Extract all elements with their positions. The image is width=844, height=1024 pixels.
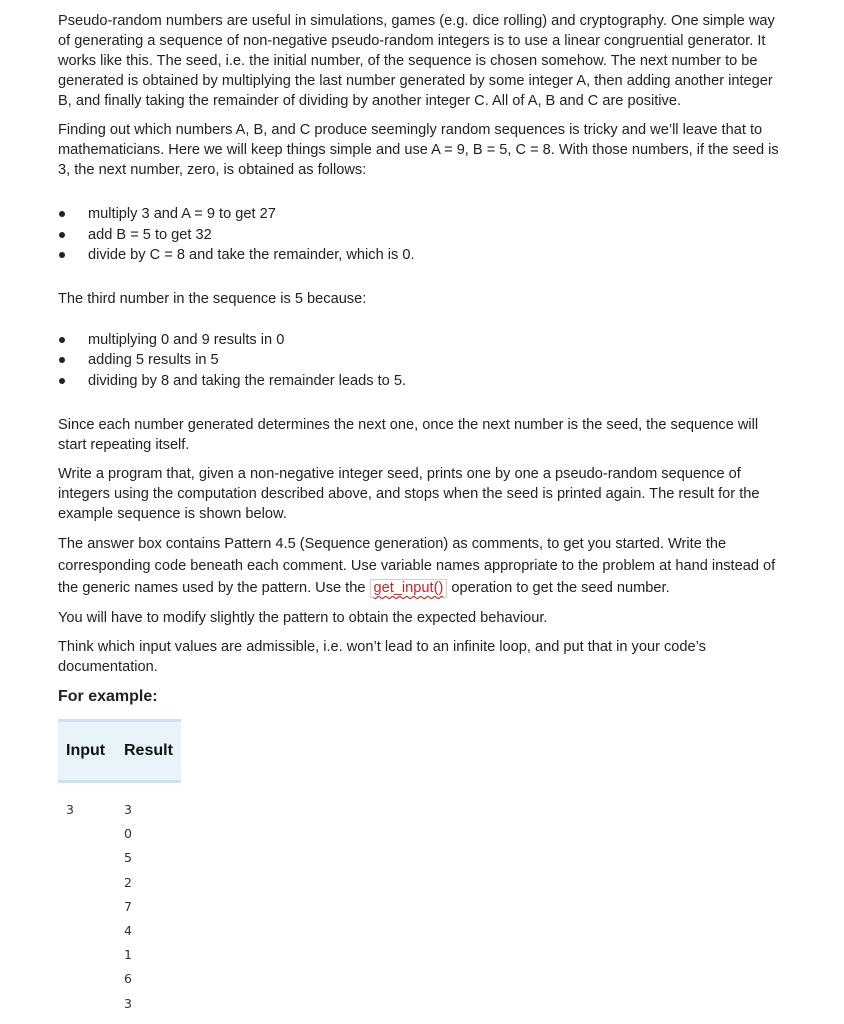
first-steps-list — [58, 204, 788, 266]
answer-box-paragraph — [58, 533, 788, 599]
task-paragraph: Write a program that, given a non-negative integer seed, prints one by one a pseudo-random sequence of integers using the computation described above, and stops when the seed is printed again. The result for the example sequence is shown below. — [58, 466, 760, 522]
abc-paragraph: Finding out which numbers A, B, and C produce seemingly random sequences is tricky and we’ll leave that to mathematicians. Here we will keep things simple and use A = 9, B = 5, C = 8. With those numbers, if the seed is 3, the next number, zero, is obtained as follows: — [58, 122, 779, 178]
result-value: 1 — [124, 947, 132, 963]
admissible-paragraph: Think which input values are admissible, i.e. won’t lead to an infinite loop, and put that in your code’s documentation. — [58, 639, 706, 675]
list-item: adding 5 results in 5 — [58, 350, 788, 371]
result-value: 4 — [124, 922, 132, 938]
third-number-paragraph: The third number in the sequence is 5 because: — [58, 290, 367, 307]
intro-paragraph: Pseudo-random numbers are useful in simulations, games (e.g. dice rolling) and cryptography. One simple way of generating a sequence of non-negative pseudo-random integers is to use a linear congruential generator. It works like this. The seed, i.e. the initial number, of the sequence is chosen somehow. The next number to be generated is obtained by multiplying the last number generated by some integer A, then adding another integer B, and finally taking the remainder of dividing by another integer C. All of A, B and C are positive. — [58, 13, 775, 109]
list-item: multiplying 0 and 9 results in 0 — [58, 330, 788, 351]
example-table — [58, 719, 181, 1016]
list-item: add B = 5 to get 32 — [58, 225, 788, 246]
result-value: 6 — [124, 971, 132, 987]
get-input-code: get_input() — [370, 579, 448, 598]
list-item: dividing by 8 and taking the remainder leads to 5. — [58, 371, 788, 392]
input-cell — [58, 782, 116, 1016]
answer-text-before: The answer box contains Pattern 4.5 (Sequence generation) as comments, to get you started. Write the corresponding code beneath each comment. Use variable names appropriate to the problem at hand instead of the generic names used by the pattern. Use the — [58, 536, 776, 596]
list-item: multiply 3 and A = 9 to get 27 — [58, 204, 788, 225]
second-steps-list — [58, 330, 788, 392]
result-cell — [116, 782, 181, 1016]
result-value: 2 — [124, 874, 132, 890]
result-value: 3 — [124, 995, 132, 1011]
modify-paragraph: You will have to modify slightly the pattern to obtain the expected behaviour. — [58, 610, 548, 626]
result-value: 0 — [124, 826, 132, 842]
list-item: divide by C = 8 and take the remainder, which is 0. — [58, 245, 788, 266]
input-column-header: Input — [58, 721, 116, 782]
result-value: 3 — [124, 802, 132, 817]
answer-text-after: operation to get the seed number. — [447, 580, 670, 596]
result-value: 5 — [124, 850, 132, 866]
result-column-header: Result — [116, 721, 181, 782]
input-value: 3 — [66, 802, 74, 817]
repeat-paragraph: Since each number generated determines the next one, once the next number is the seed, the sequence will start repeating itself. — [58, 417, 759, 453]
result-value: 7 — [124, 898, 132, 914]
table-row — [58, 782, 181, 1016]
example-heading: For example: — [58, 688, 158, 705]
